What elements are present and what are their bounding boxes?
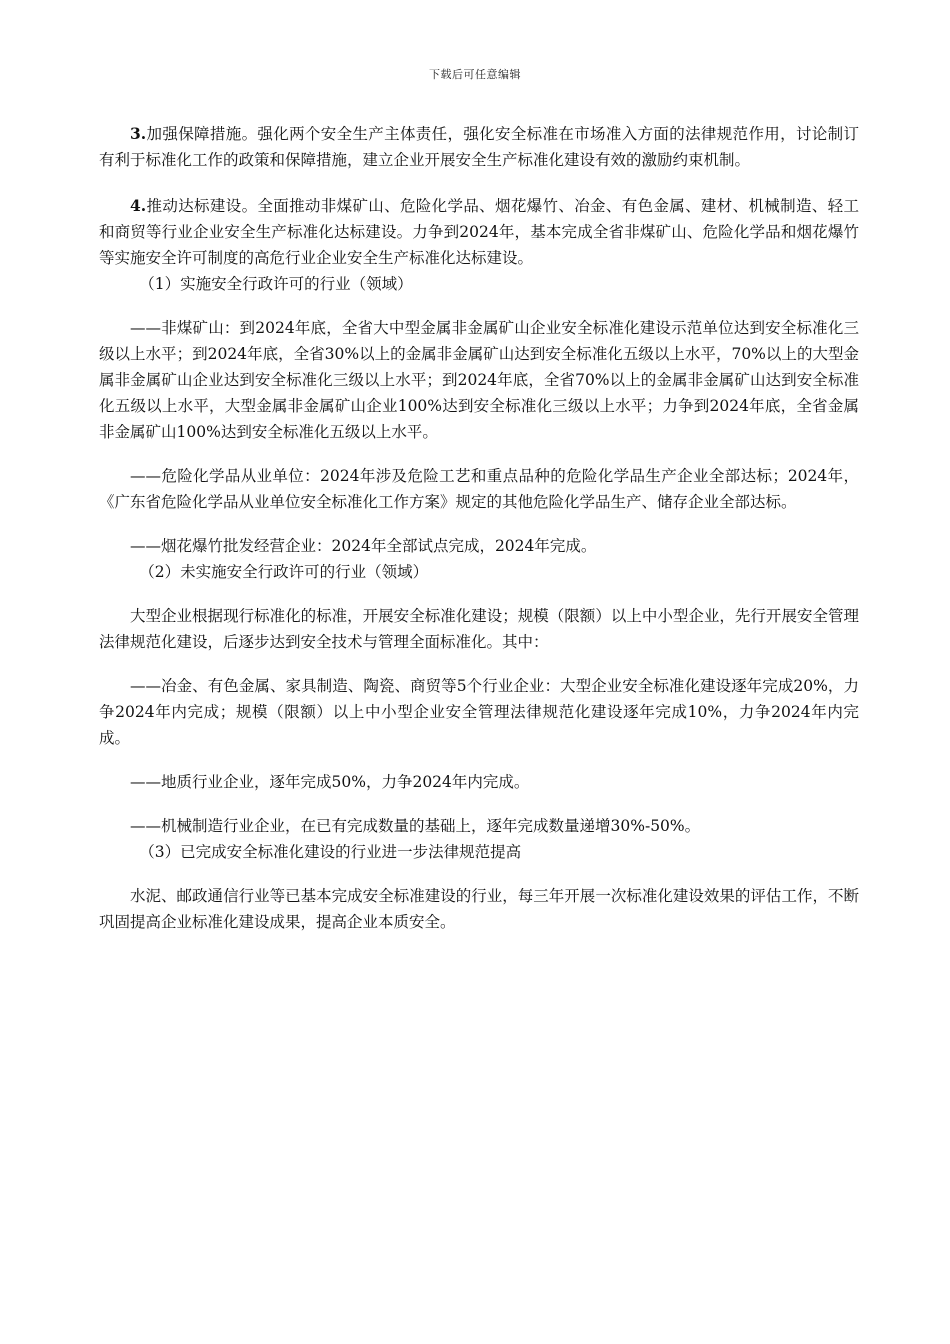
subheading-licensed-industries: （1）实施安全行政许可的行业（领域） — [139, 275, 413, 293]
paragraph-machinery: ——机械制造行业企业，在已有完成数量的基础上，逐年完成数量递增30%-50%。 — [130, 817, 701, 835]
paragraph-hazardous-chemicals: ——危险化学品从业单位：2024年涉及危险工艺和重点品种的危险化学品生产企业全部达标；2024年，《广东省危险化学品从业单位安全标准化工作方案》规定的其他危险化学品生产、储存企业全部达标。 — [99, 467, 859, 511]
paragraph-number: 3. — [130, 124, 147, 143]
paragraph-geology: ——地质行业企业，逐年完成50%，力争2024年内完成。 — [130, 773, 530, 791]
subheading-unlicensed-industries: （2）未实施安全行政许可的行业（领域） — [139, 563, 429, 581]
paragraph-text: 推动达标建设。全面推动非煤矿山、危险化学品、烟花爆竹、冶金、有色金属、建材、机械制造、轻工和商贸等行业企业安全生产标准化达标建设。力争到2024年，基本完成全省非煤矿山、危险化学品和烟花爆竹等实施安全许可制度的高危行业企业安全生产标准化达标建设。 — [99, 197, 859, 267]
paragraph-metallurgy: ——冶金、有色金属、家具制造、陶瓷、商贸等5个行业企业：大型企业安全标准化建设逐年完成20%，力争2024年内完成；规模（限额）以上中小型企业安全管理法律规范化建设逐年完成10%，力争2024年内完成。 — [99, 677, 859, 747]
page-header: 下载后可任意编辑 — [429, 68, 521, 81]
paragraph-measure-3 — [99, 121, 859, 173]
paragraph-number: 4. — [130, 196, 147, 215]
paragraph-large-enterprises: 大型企业根据现行标准化的标准，开展安全标准化建设；规模（限额）以上中小型企业，先行开展安全管理法律规范化建设，后逐步达到安全技术与管理全面标准化。其中： — [99, 607, 859, 651]
paragraph-text: 加强保障措施。强化两个安全生产主体责任，强化安全标准在市场准入方面的法律规范作用，讨论制订有利于标准化工作的政策和保障措施，建立企业开展安全生产标准化建设有效的激励约束机制。 — [99, 125, 859, 169]
paragraph-fireworks: ——烟花爆竹批发经营企业：2024年全部试点完成，2024年完成。 — [130, 537, 597, 555]
paragraph-cement-postal: 水泥、邮政通信行业等已基本完成安全标准建设的行业，每三年开展一次标准化建设效果的评估工作，不断巩固提高企业标准化建设成果，提高企业本质安全。 — [99, 887, 859, 931]
paragraph-measure-4 — [99, 193, 859, 271]
document-body — [99, 121, 859, 935]
subheading-completed-industries: （3）已完成安全标准化建设的行业进一步法律规范提高 — [139, 843, 522, 861]
paragraph-non-coal-mines: ——非煤矿山：到2024年底，全省大中型金属非金属矿山企业安全标准化建设示范单位达到安全标准化三级以上水平；到2024年底，全省30%以上的金属非金属矿山达到安全标准化五级以上水平，70%以上的大型金属非金属矿山企业达到安全标准化三级以上水平；到2024年底，全省70%以上的金属非金属矿山达到安全标准化五级以上水平，大型金属非金属矿山企业100%达到安全标准化三级以上水平；力争到2024年底，全省金属非金属矿山100%达到安全标准化五级以上水平。 — [99, 319, 859, 441]
